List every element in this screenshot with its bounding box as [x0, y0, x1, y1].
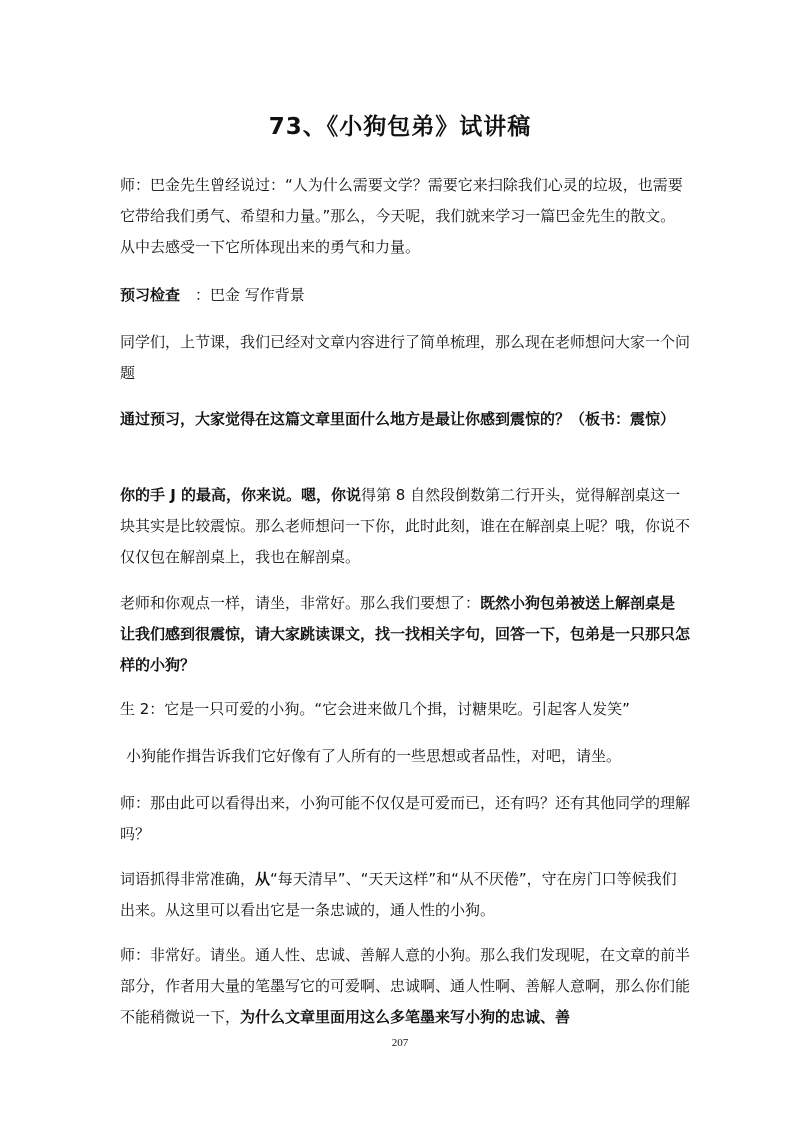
comment-text: 小狗能作揖告诉我们它好像有了人所有的一些思想或者品性，对吧，请坐。: [126, 747, 622, 765]
paragraph-intro: [120, 170, 690, 263]
question-intro-text: 同学们，上节课，我们已经对文章内容进行了简单梳理，那么现在老师想问大家一个问题: [120, 333, 691, 382]
paragraph-preview-check: [120, 280, 690, 311]
student-answer-1-text: 得第 8 自然段倒数第二行开头，觉得解剖桌这一块其实是比较震惊。那么老师想问一下你，此时此刻，谁在在解剖桌上呢？哦，你说不仅仅包在解剖桌上，我也在解剖桌。: [120, 486, 691, 566]
paragraph-comment: [126, 741, 696, 772]
teacher-followup-text: 师：那由此可以看得出来，小狗可能不仅仅是可爱而已，还有吗？还有其他同学的理解吗？: [120, 794, 691, 843]
teacher-summary-text: 师：非常好。请坐。通人性、忠诚、善解人意的小狗。那么我们发现呢，在文章的前半部分，作者用大量的笔墨写它的可爱啊、忠诚啊、通人性啊、善解人意啊，那么你们能不能稍微说一下，: [120, 946, 691, 1026]
teacher-prompt-bold: 既然小狗包弟被送上解剖桌是让我们感到很震惊，请大家跳读课文，找一找相关字句，回答一下，包弟是一只那只怎样的小狗？: [120, 594, 691, 674]
paragraph-student-answer-1: [120, 480, 690, 573]
paragraph-teacher-prompt: [120, 588, 690, 681]
paragraph-word-analysis: [120, 864, 690, 926]
paragraph-student-2: [120, 694, 690, 725]
page-number: 207: [391, 1037, 409, 1049]
teacher-summary-bold: 为什么文章里面用这么多笔墨来写小狗的忠诚、善: [240, 1008, 571, 1026]
teacher-prompt-text: 老师和你观点一样，请坐，非常好。那么我们要想了：: [120, 594, 481, 612]
paragraph-intro-text: 师：巴金先生曾经说过：“人为什么需要文学？需要它来扫除我们心灵的垃圾，也需要它带给我们勇气、希望和力量。”那么，今天呢，我们就来学习一篇巴金先生的散文。从中去感受一下它所体现出来的勇气和力量。: [120, 176, 683, 256]
student-answer-1-bold: 你的手 J 的最高，你来说。嗯，你说: [120, 486, 362, 504]
preview-check-label: 预习检查: [120, 286, 181, 304]
word-analysis-text-2: “每天清早”、“天天这样”和“从不厌倦”，守在房门口等候我们出来。从这里可以看出它是一条忠诚的，通人性的小狗。: [120, 870, 677, 919]
paragraph-question-intro: [120, 327, 690, 389]
word-analysis-bold: 从: [255, 870, 271, 888]
page-title: 73、《小狗包弟》试讲稿: [268, 114, 532, 140]
preview-check-text: ：巴金 写作背景: [180, 286, 305, 304]
paragraph-teacher-followup: [120, 788, 690, 850]
main-question-text: 通过预习，大家觉得在这篇文章里面什么地方是最让你感到震惊的？（板书：震惊）: [120, 410, 676, 428]
paragraph-teacher-summary: [120, 940, 690, 1033]
paragraph-main-question: [120, 404, 690, 435]
student-2-text: 生 2：它是一只可爱的小狗。“它会进来做几个揖，讨糖果吃。引起客人发笑”: [120, 700, 630, 718]
word-analysis-text-1: 词语抓得非常准确，: [120, 870, 256, 888]
